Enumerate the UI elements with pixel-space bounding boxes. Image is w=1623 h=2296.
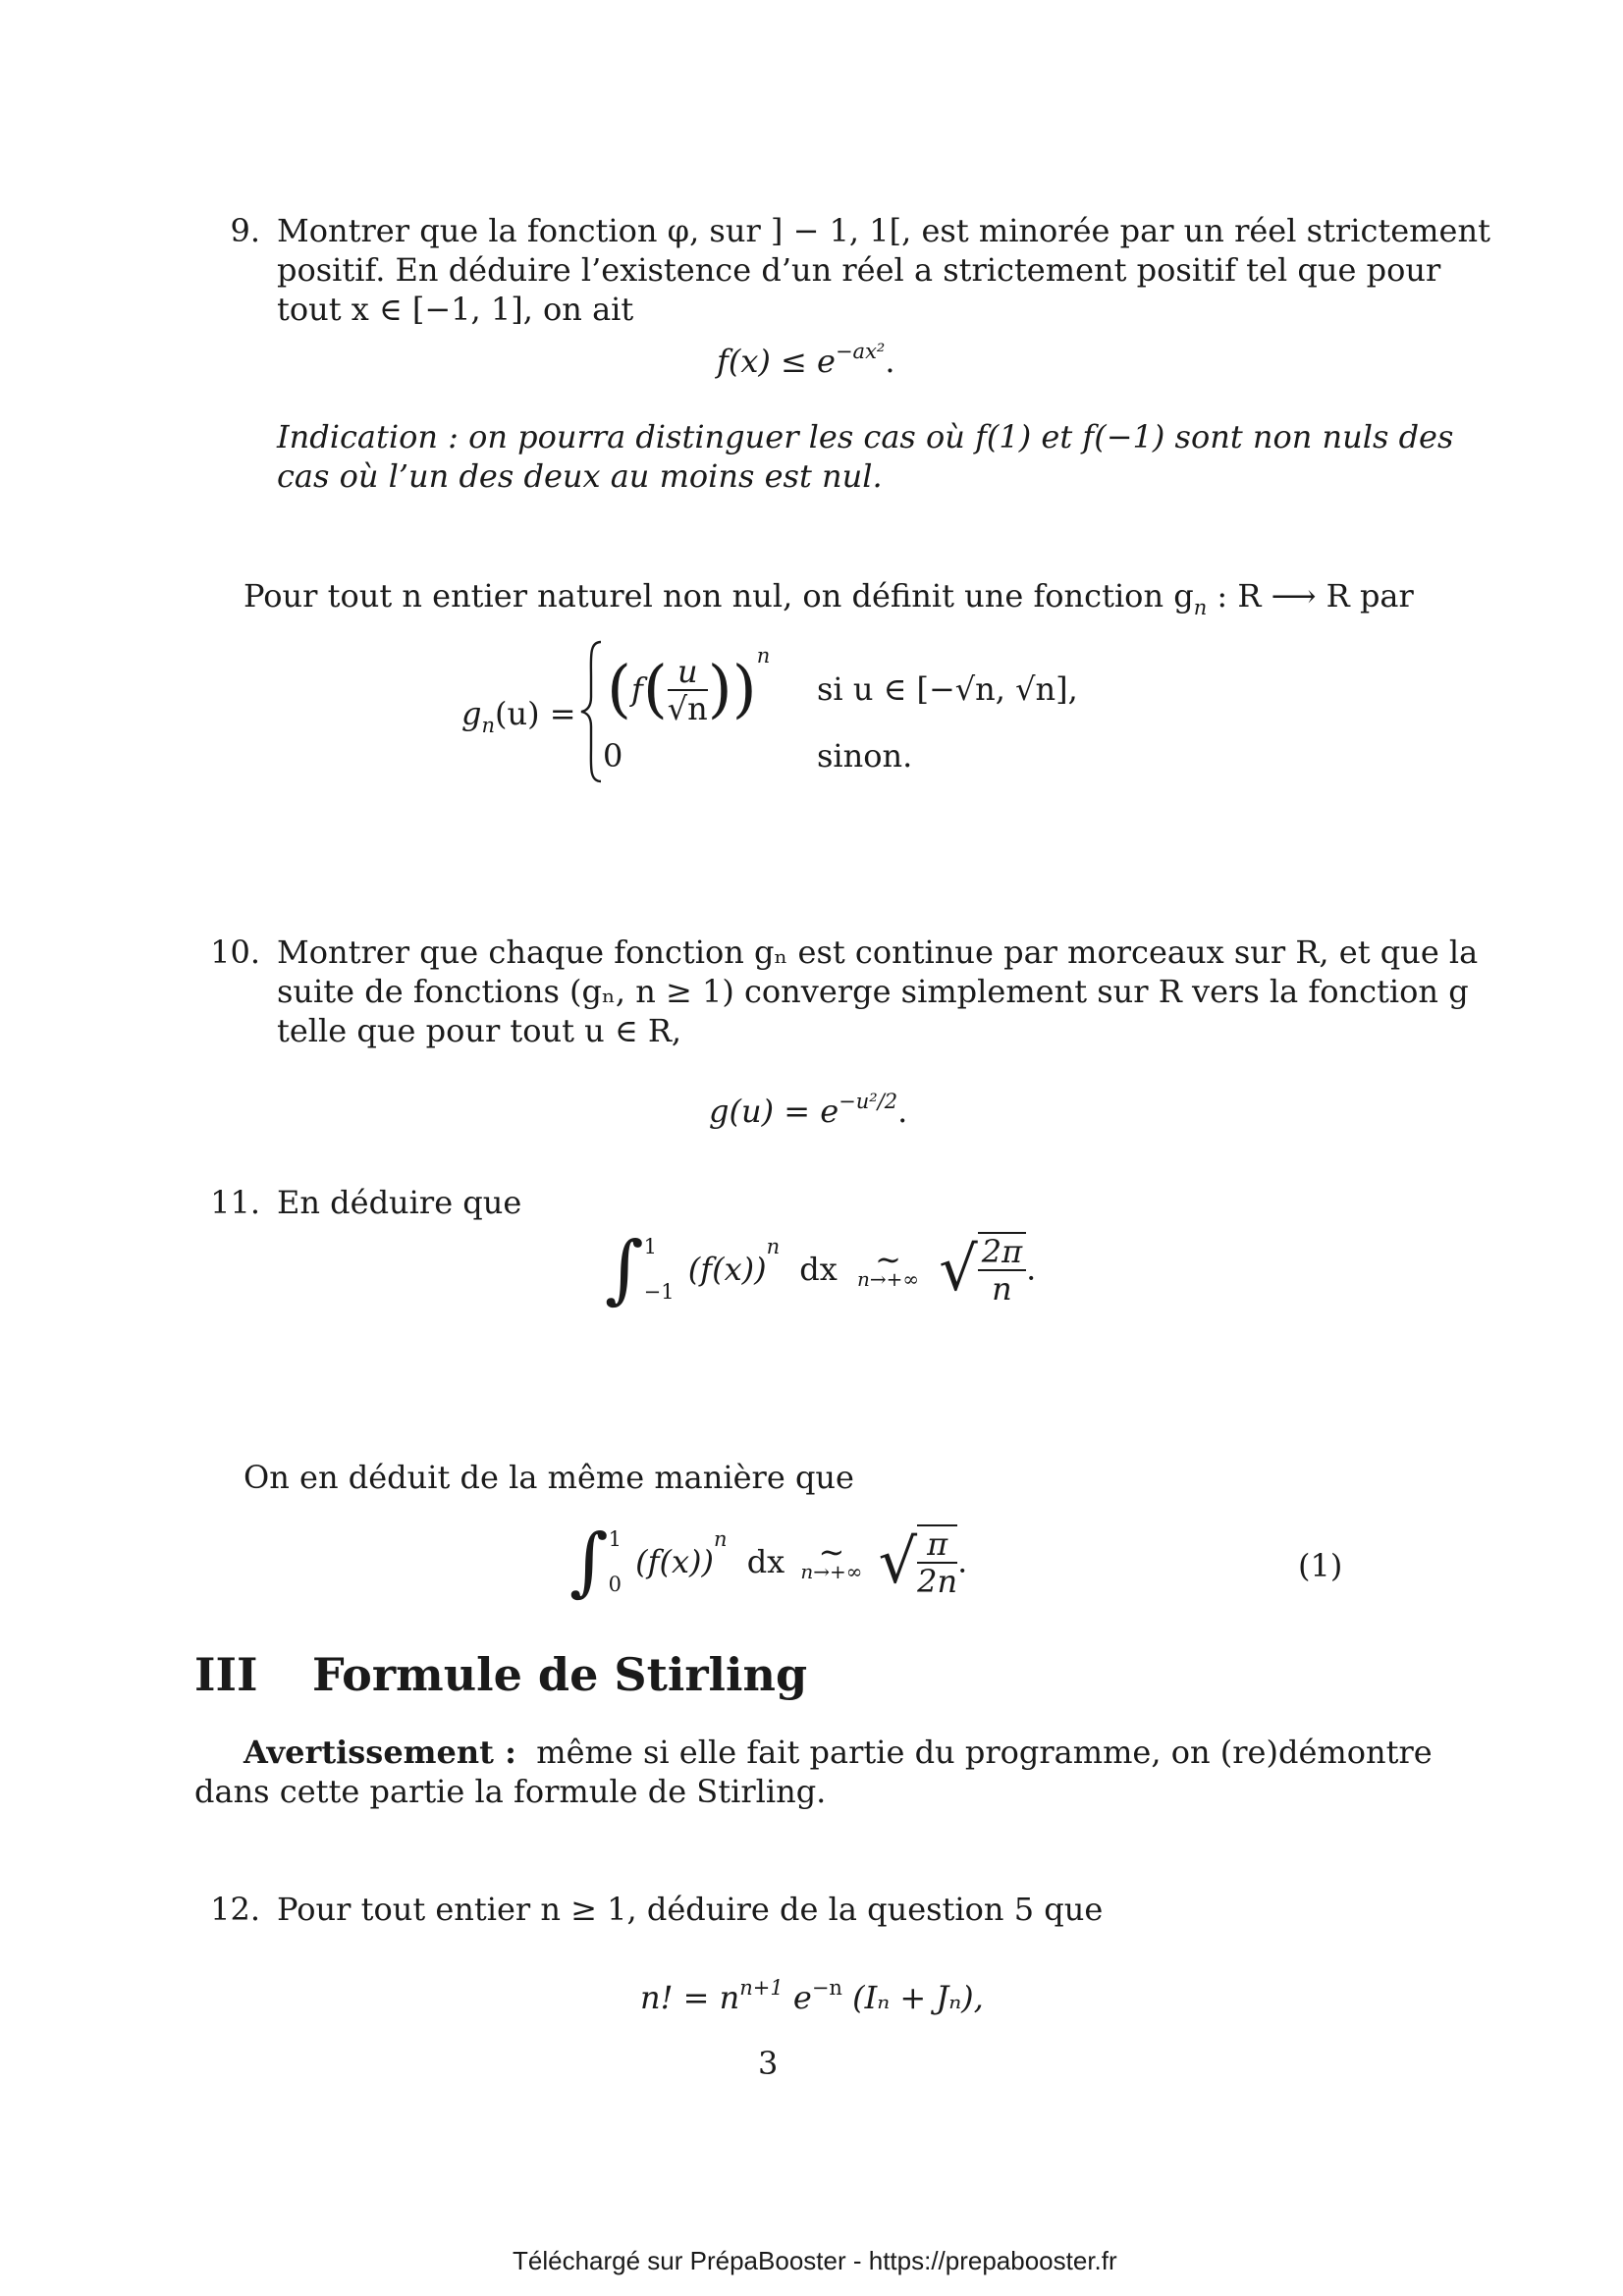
q11-formula: ∫ 1 −1 $(f(x))^n$ dx ∼ n→+∞ √ $\frac{2\pi}{n}$ . [605, 1224, 1037, 1312]
q10-formula [709, 1082, 907, 1131]
eq1-int-lower: 0 [608, 1572, 622, 1596]
eq1-intro: On en déduit de la même manière que [243, 1459, 854, 1496]
big-paren-close-outer: ) [731, 653, 757, 726]
eq1-rhs-fraction [917, 1526, 957, 1599]
warning-text1: même si elle fait partie du programme, on (re)démontre [536, 1734, 1433, 1771]
eq1-sqrt [879, 1524, 957, 1599]
q11-number: 11. [210, 1184, 260, 1221]
gn-case2-condition: sinon. [817, 737, 913, 774]
q12-f-b: e [783, 1979, 812, 2016]
gn-lhs [461, 694, 576, 745]
warning-label: Avertissement : [243, 1734, 516, 1771]
q9-formula [717, 332, 895, 381]
warning-line2: dans cette partie la formule de Stirling. [194, 1773, 827, 1810]
page-number: 3 [758, 2045, 779, 2082]
q10-number: 10. [210, 934, 260, 971]
gn-case1-f: f [630, 670, 643, 709]
gn-case1-exp: n [756, 644, 771, 667]
q9-hint-line1: Indication : on pourra distinguer les cas où f(1) et f(−1) sont non nuls des [277, 418, 1454, 455]
gn-case1-fraction [668, 654, 708, 726]
q9-line3: tout x ∈ [−1, 1], on ait [277, 291, 634, 328]
gn-intro-sub: n [1193, 596, 1208, 619]
q11-rhs-num: 2π [978, 1234, 1026, 1271]
radical-icon: √ [878, 1524, 918, 1597]
gn-case1-num: u [668, 654, 708, 691]
big-paren-open-inner: ( [642, 653, 668, 726]
q9-formula-end: . [885, 343, 895, 380]
q11-dx: dx [799, 1250, 838, 1288]
q11-limits [644, 1236, 675, 1303]
eq1-rhs-num: π [917, 1526, 957, 1564]
q9-number: 9. [230, 212, 260, 249]
gn-case1-condition: si u ∈ [−√n, √n], [817, 670, 1078, 708]
section-title: Formule de Stirling [312, 1648, 808, 1701]
eq1-formula: ∫ 1 0 $(f(x))^n$ dx ∼ n→+∞ √ $\frac{\pi}{2n}$ . [569, 1517, 968, 1605]
q9-formula-lhs: f(x) ≤ e [717, 343, 836, 380]
tilde-symbol: ∼ [875, 1240, 901, 1278]
q9-formula-exp: −ax² [835, 340, 886, 363]
q11-line1: En déduire que [277, 1184, 522, 1221]
q11-int-lower: −1 [643, 1279, 675, 1304]
q10-formula-exp: −u²/2 [839, 1090, 898, 1113]
eq1-sim-under: n→+∞ [800, 1559, 863, 1583]
eq1-integrand: (f(x)) [635, 1542, 714, 1580]
eq1-limits [609, 1528, 622, 1595]
warning-line1 [243, 1733, 1433, 1772]
eq1-integrand-exp: n [713, 1527, 728, 1551]
q10-line3: telle que pour tout u ∈ R, [277, 1012, 682, 1049]
integral-sign: ∫ [569, 1517, 609, 1605]
q12-f-a: n! = n [640, 1979, 740, 2016]
integral-sign: ∫ [605, 1224, 644, 1312]
gn-case1-den: √n [667, 689, 708, 727]
gn-intro [243, 576, 1414, 627]
eq1-dx: dx [746, 1542, 785, 1580]
q10-line1: Montrer que chaque fonction gₙ est continue par morceaux sur R, et que la [277, 934, 1479, 971]
q12-f-exp1: n+1 [739, 1976, 784, 2000]
gn-intro-end: : R ⟶ R par [1207, 577, 1414, 614]
q11-int-upper: 1 [643, 1234, 657, 1258]
radical-icon: √ [939, 1232, 978, 1305]
gn-lhs-sub: n [481, 714, 496, 737]
q11-rhs-fraction [978, 1234, 1026, 1307]
q11-sqrt [939, 1232, 1026, 1307]
q12-formula [640, 1968, 984, 2017]
big-paren-open-outer: ( [607, 653, 631, 726]
q12-f-c: (Iₙ + Jₙ), [841, 1979, 984, 2016]
eq1-equivalent [800, 1532, 863, 1583]
q10-formula-end: . [897, 1093, 908, 1130]
footer-download-note: Téléchargé sur PrépaBooster - https://prepabooster.fr [513, 2246, 1117, 2275]
q12-f-exp2: −n [811, 1976, 842, 2000]
q11-rhs-den: n [992, 1269, 1012, 1308]
q9-hint-line2: cas où l’un des deux au moins est nul. [277, 457, 883, 495]
big-paren-close-inner: ) [707, 653, 732, 726]
q10-formula-lhs: g(u) = e [709, 1093, 839, 1130]
eq1-int-upper: 1 [608, 1526, 622, 1551]
section-number: III [194, 1648, 258, 1701]
q10-line2: suite de fonctions (gₙ, n ≥ 1) converge simplement sur R vers la fonction g [277, 973, 1469, 1010]
q12-number: 12. [210, 1891, 260, 1928]
q11-equivalent [856, 1240, 920, 1291]
tilde-symbol: ∼ [818, 1532, 845, 1571]
q9-line1: Montrer que la fonction φ, sur ] − 1, 1[, est minorée par un réel strictement [277, 212, 1490, 249]
q11-integrand-exp: n [766, 1235, 781, 1258]
gn-case1-value [607, 636, 770, 726]
gn-lhs-end: (u) = [495, 695, 576, 732]
gn-case2-value: 0 [603, 737, 623, 774]
gn-intro-text: Pour tout n entier naturel non nul, on définit une fonction g [243, 577, 1194, 614]
gn-lhs-g: g [461, 695, 482, 732]
q11-sim-under: n→+∞ [856, 1266, 920, 1291]
q9-line2: positif. En déduire l’existence d’un réel a strictement positif tel que pour [277, 251, 1441, 289]
eq1-tag: (1) [1298, 1547, 1343, 1584]
eq1-rhs-den: 2n [917, 1562, 958, 1600]
q11-integrand: (f(x)) [687, 1250, 767, 1288]
q12-line1: Pour tout entier n ≥ 1, déduire de la question 5 que [277, 1891, 1104, 1928]
